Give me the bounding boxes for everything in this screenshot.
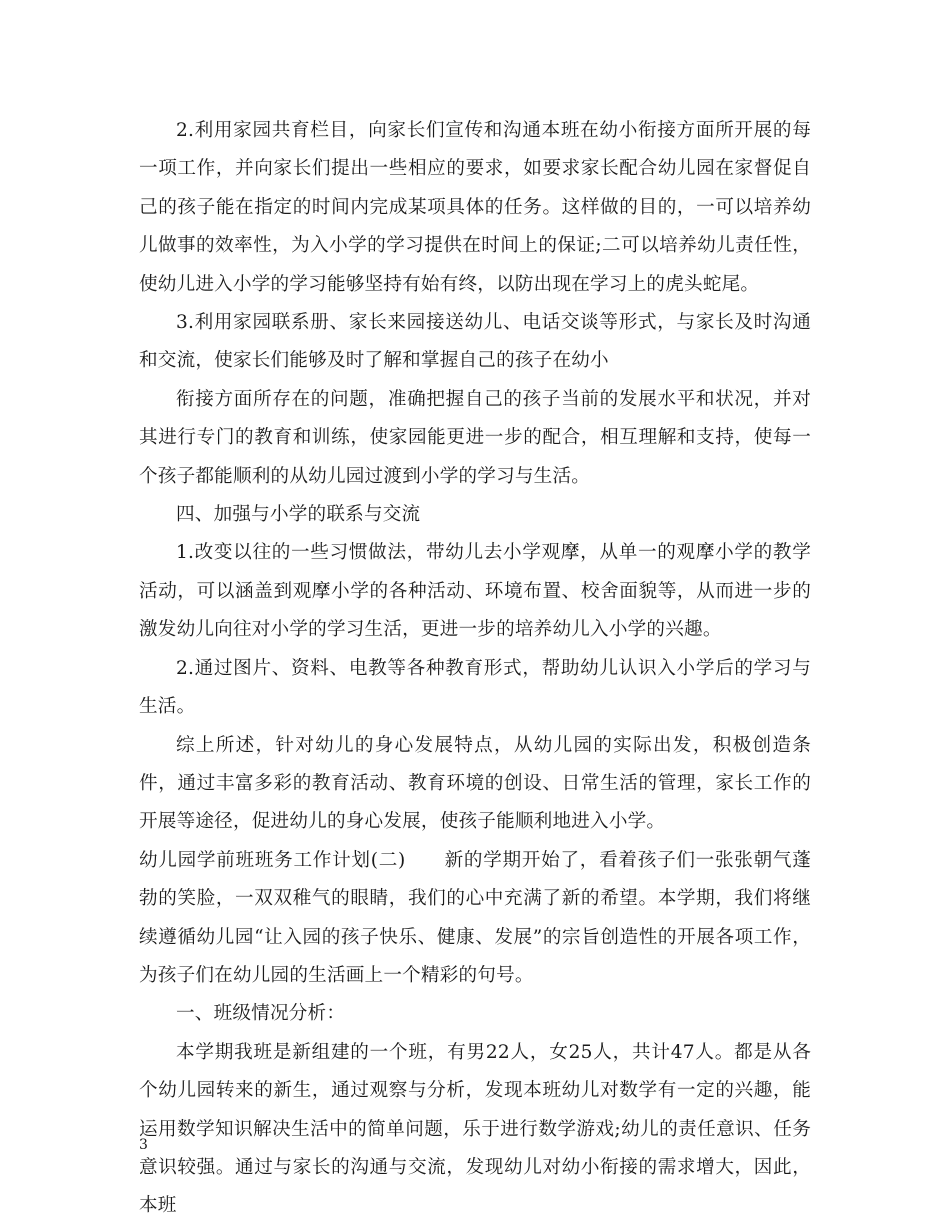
paragraph-contact-booklet: 3.利用家园联系册、家长来园接送幼儿、电话交谈等形式，与家长及时沟通和交流，使家长们能够及时了解和掌握自己的孩子在幼小	[139, 312, 811, 372]
paragraph-transition-problems: 衔接方面所存在的问题，准确把握自己的孩子当前的发展水平和状况，并对其进行专门的教育和训练，使家园能更进一步的配合，相互理解和支持，使每一个孩子都能顺利的从幼儿园过渡到小学的学习与生活。	[139, 388, 811, 487]
paragraph-class-analysis: 本学期我班是新组建的一个班，有男22人，女25人，共计47人。都是从各个幼儿园转来的新生，通过观察与分析，发现本班幼儿对数学有一定的兴趣，能运用数学知识解决生活中的简单问题，乐于进行数学游戏;幼儿的责任意识、任务意识较强。通过与家长的沟通与交流，发现幼儿对幼小衔接的需求增大，因此，本班	[139, 1041, 811, 1217]
page-number: 3	[139, 1137, 148, 1153]
paragraph-education-forms: 2.通过图片、资料、电教等各种教育形式，帮助幼儿认识入小学后的学习与生活。	[139, 657, 811, 718]
paragraph-summary: 综上所述，针对幼儿的身心发展特点，从幼儿园的实际出发，积极创造条件，通过丰富多彩的教育活动、教育环境的创设、日常生活的管理，家长工作的开展等途径，促进幼儿的身心发展，使孩子能顺利地进入小学。	[139, 734, 811, 833]
section-heading-primary-school-contact: 四、加强与小学的联系与交流	[176, 504, 421, 526]
paragraph-plan-two-intro: 幼儿园学前班班务工作计划(二) 新的学期开始了，看着孩子们一张张朝气蓬勃的笑脸，一双双稚气的眼睛，我们的心中充满了新的希望。本学期，我们将继续遵循幼儿园“让入园的孩子快乐、健康、发展”的宗旨创造性的开展各项工作，为孩子们在幼儿园的生活画上一个精彩的句号。	[139, 849, 811, 986]
paragraph-school-visit: 1.改变以往的一些习惯做法，带幼儿去小学观摩，从单一的观摩小学的教学活动，可以涵盖到观摩小学的各种活动、环境布置、校舍面貌等，从而进一步的激发幼儿向往对小学的学习生活，更进一步的培养幼儿入小学的兴趣。	[139, 542, 811, 641]
paragraph-home-school-column: 2.利用家园共育栏目，向家长们宣传和沟通本班在幼小衔接方面所开展的每一项工作，并向家长们提出一些相应的要求，如要求家长配合幼儿园在家督促自己的孩子能在指定的时间内完成某项具体的任务。这样做的目的，一可以培养幼儿做事的效率性，为入小学的学习提供在时间上的保证;二可以培养幼儿责任性，使幼儿进入小学的学习能够坚持有始有终，以防出现在学习上的虎头蛇尾。	[139, 120, 811, 295]
section-heading-class-analysis: 一、班级情况分析：	[176, 1003, 346, 1025]
document-body	[139, 112, 811, 1226]
